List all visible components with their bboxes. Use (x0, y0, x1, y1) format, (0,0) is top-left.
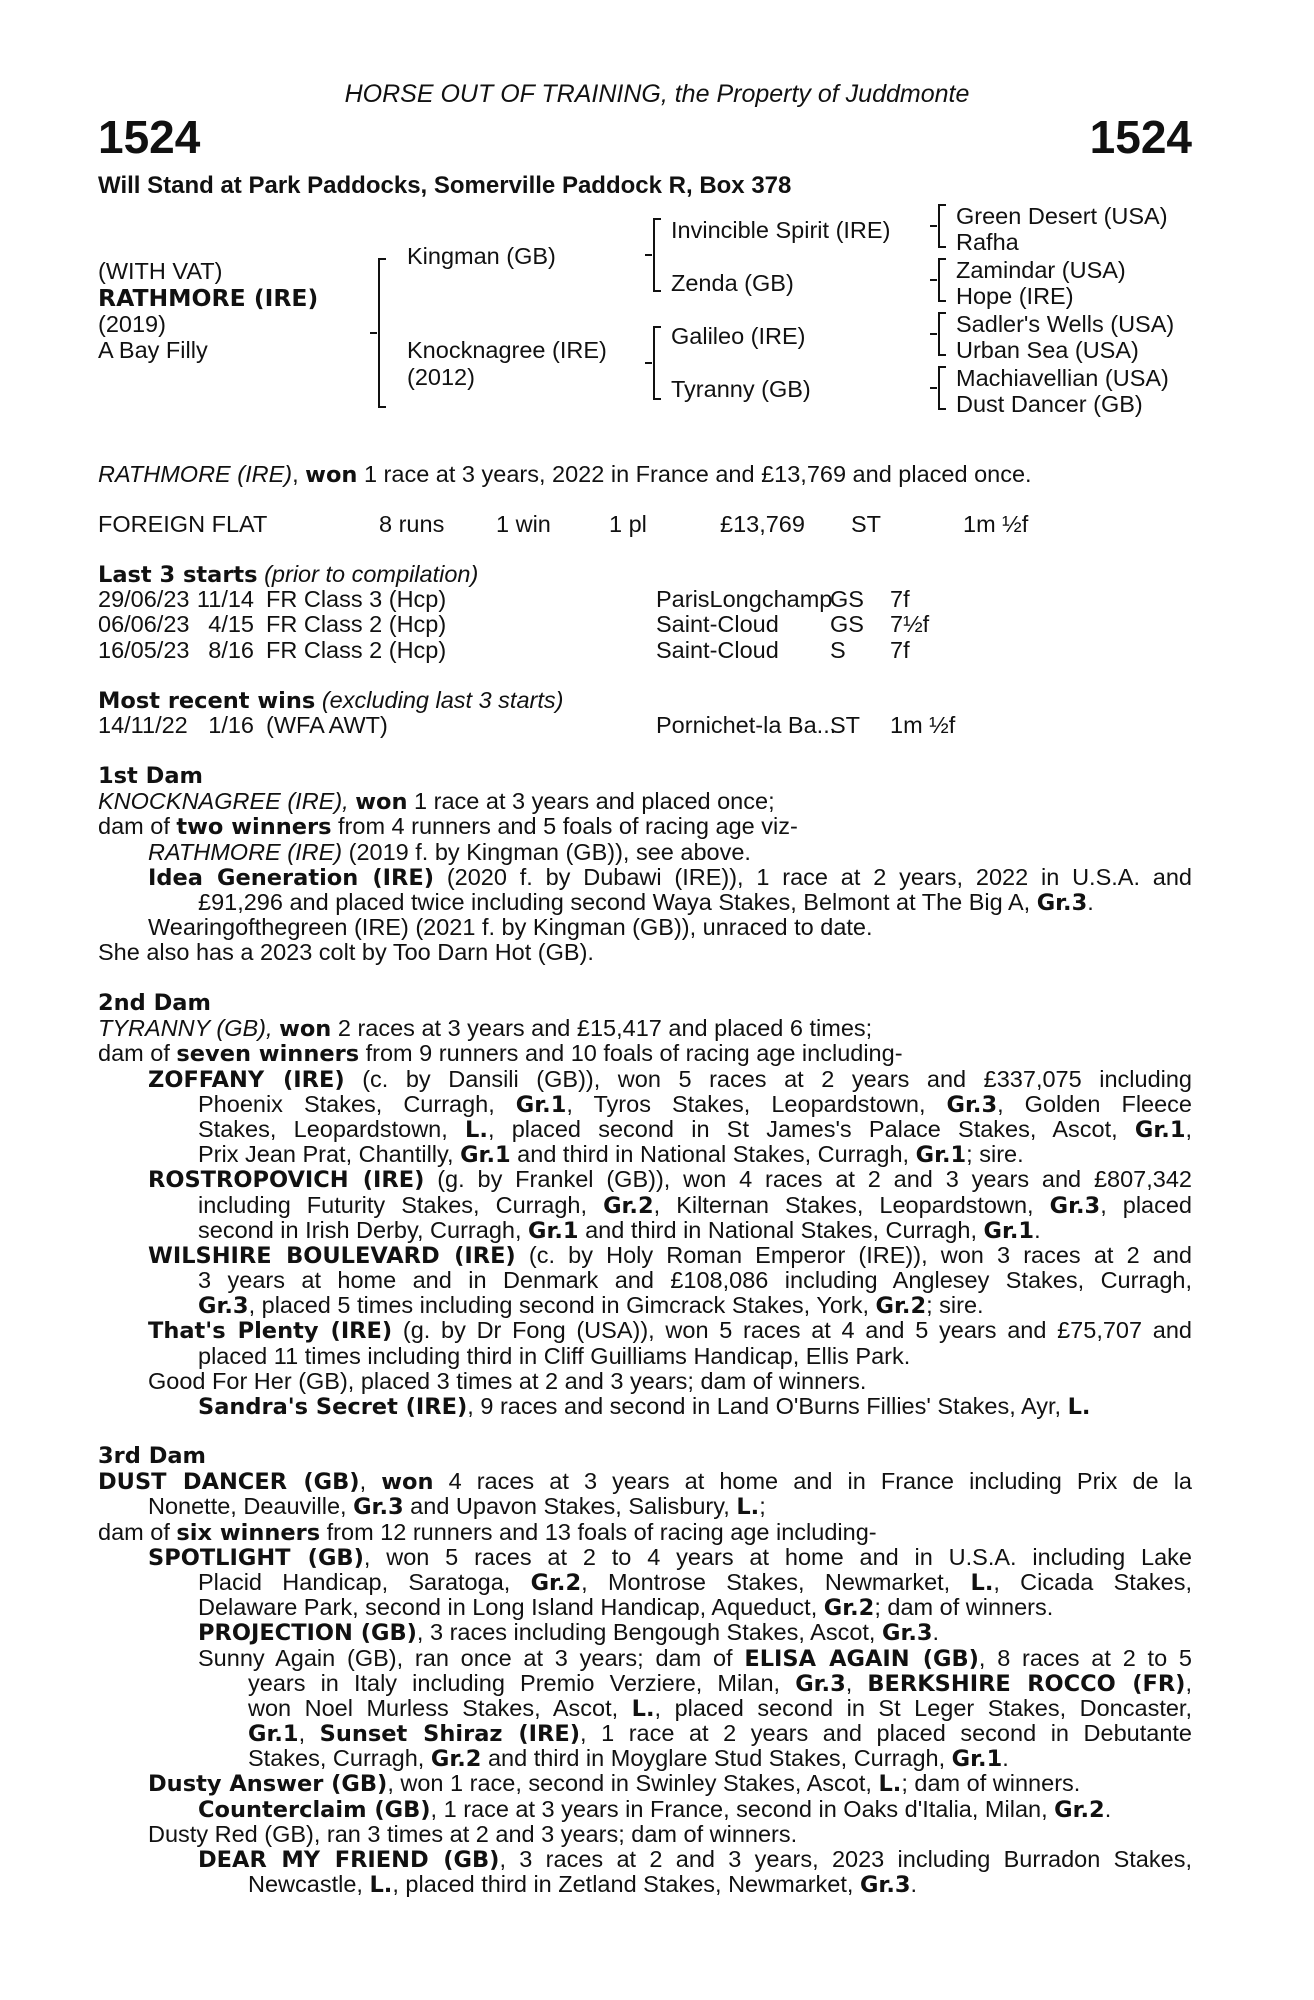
text: Prix Jean Prat, Chantilly, (198, 1141, 461, 1168)
horse-year: (2019) (98, 311, 166, 337)
second-dam-heading: 2nd Dam (98, 990, 211, 1016)
dam2-line (98, 1167, 1192, 1192)
text: Stakes, Leopardstown, (198, 1116, 466, 1142)
dam2-line (98, 1067, 1192, 1092)
text: ; sire. (926, 1292, 984, 1319)
dam2-line (98, 1218, 1192, 1243)
summary-horse-name: RATHMORE (IRE) (98, 461, 293, 487)
bold-text: Gr.1 (983, 1217, 1035, 1244)
dam3-line (98, 1646, 1192, 1671)
bold-text: ELISA AGAIN (GB) (744, 1645, 979, 1671)
bold-text: Sandra's Secret (IRE) (198, 1394, 468, 1420)
bold-text: Gr.2 (1054, 1796, 1105, 1823)
race-distance: 1m ½f (890, 712, 956, 739)
dam1-line (98, 890, 1192, 915)
text: , 8 races at 2 to 5 (978, 1645, 1192, 1671)
dam1-line (98, 865, 1192, 890)
record-runs: 8 runs (379, 511, 445, 537)
last3-row (98, 638, 1192, 663)
pedigree-brace (378, 258, 390, 408)
bold-text: Gr.3 (1049, 1192, 1101, 1218)
bold-text: L. (369, 1872, 393, 1899)
dam3-line (98, 1696, 1192, 1721)
italic-text: TYRANNY (GB), (98, 1015, 280, 1042)
g3-brace-2-point (930, 279, 937, 281)
grandsire-1: Green Desert (USA) (956, 203, 1168, 229)
bold-text: L. (1067, 1394, 1091, 1420)
bold-text: ROSTROPOVICH (IRE) (148, 1167, 425, 1193)
record-category: FOREIGN FLAT (98, 511, 268, 537)
record-distance: 1m ½f (963, 511, 1029, 537)
dam3-line (98, 1620, 1192, 1645)
last3-heading: Last 3 starts (98, 562, 258, 588)
dam2-line (98, 1016, 1192, 1041)
race-position: 8/16 (208, 636, 254, 663)
dam3-line (98, 1545, 1192, 1570)
text: and third in National Stakes, Curragh, (510, 1141, 916, 1168)
text: second in Irish Derby, Curragh, (198, 1216, 529, 1243)
dam2-line (98, 1041, 1192, 1066)
bold-text: Gr.2 (603, 1192, 654, 1218)
third-dam-section (98, 1444, 1192, 1897)
text: (c. by Holy Roman Emperor (IRE)), won 3 races at 2 and (515, 1242, 1192, 1268)
dam2-line (98, 1268, 1192, 1293)
text: , won 1 race, second in Swinley Stakes, Ascot, (387, 1770, 879, 1797)
granddam-3: Urban Sea (USA) (956, 337, 1139, 363)
bold-text: SPOTLIGHT (GB) (148, 1544, 364, 1570)
stand-location: Will Stand at Park Paddocks, Somerville Paddock R, Box 378 (98, 172, 792, 199)
dam-dam: Tyranny (GB) (671, 376, 811, 402)
dam3-line (98, 1494, 1192, 1519)
dam3-line (98, 1671, 1192, 1696)
text: (c. by Dansili (GB)), won 5 races at 2 years and £337,075 including (344, 1066, 1192, 1092)
dam-name: Knocknagree (IRE) (407, 337, 607, 363)
dam-brace-point (645, 362, 652, 364)
dam-sire: Galileo (IRE) (671, 323, 806, 349)
text: . (1087, 888, 1094, 915)
bold-text: Gr.1 (915, 1142, 967, 1169)
dam2-line (98, 1092, 1192, 1117)
bold-text: seven winners (176, 1041, 360, 1068)
race-date: 14/11/22 (98, 712, 188, 739)
granddam-1: Rafha (956, 229, 1019, 255)
bold-text: Gr.1 (248, 1721, 299, 1747)
text: Stakes, Curragh, (248, 1745, 431, 1772)
text: ; dam of winners. (874, 1594, 1054, 1621)
text: won Noel Murless Stakes, Ascot, (248, 1695, 632, 1721)
race-going: GS (830, 611, 864, 638)
last3-row (98, 587, 1192, 612)
dam3-line (98, 1570, 1192, 1595)
text: and third in National Stakes, Curragh, (578, 1216, 984, 1243)
text: dam of (98, 813, 177, 840)
race-position: 1/16 (208, 712, 254, 739)
bold-text: Gr.3 (198, 1293, 249, 1320)
race-type: (WFA AWT) (266, 712, 388, 739)
dam1-line (98, 840, 1192, 865)
race-date: 29/06/23 (98, 586, 190, 613)
dam3-line (98, 1847, 1192, 1872)
bold-text: BERKSHIRE ROCCO (FR) (867, 1670, 1186, 1696)
bold-text: Counterclaim (GB) (198, 1796, 431, 1823)
text: Sunny Again (GB), ran once at 3 years; dam of (198, 1645, 745, 1671)
race-course: Saint-Cloud (656, 636, 779, 663)
bold-text: Gr.1 (460, 1142, 511, 1169)
bold-text: Gr.3 (353, 1494, 404, 1521)
bold-text: Gr.1 (1134, 1116, 1186, 1143)
race-course: ParisLongchamp (656, 586, 833, 613)
text: ; sire. (966, 1141, 1024, 1168)
dam3-line (98, 1822, 1192, 1847)
text: , won 5 races at 2 to 4 years at home and in U.S.A. including Lake (363, 1544, 1192, 1570)
g3-brace-4 (938, 366, 950, 410)
bold-text: L. (736, 1494, 760, 1521)
sire-brace (653, 218, 665, 292)
last3-row (98, 612, 1192, 637)
text: , 3 races at 2 and 3 years, 2023 including Burradon Stakes, (499, 1847, 1192, 1872)
bold-text: Gr.2 (823, 1595, 875, 1622)
sire-brace-point (645, 254, 652, 256)
race-distance: 7f (890, 636, 910, 663)
text: She also has a 2023 colt by Too Darn Hot (GB). (98, 939, 594, 966)
text: . (1002, 1745, 1009, 1772)
dam3-line (98, 1771, 1192, 1796)
text: Good For Her (GB), placed 3 times at 2 and 3 years; dam of winners. (148, 1367, 867, 1394)
bold-text: Gr.2 (530, 1569, 582, 1596)
catalogue-header-title: HORSE OUT OF TRAINING, the Property of Juddmonte (344, 80, 970, 108)
last3-date-pos-race (98, 586, 447, 613)
g3-brace-3-point (930, 333, 937, 335)
race-distance: 7½f (890, 611, 930, 638)
text: from 4 runners and 5 foals of racing age viz- (331, 813, 798, 840)
bold-text: DUST DANCER (GB) (98, 1469, 360, 1495)
text: , placed 5 times including second in Gimcrack Stakes, York, (248, 1292, 876, 1319)
text: . (1104, 1795, 1112, 1822)
text: (g. by Frankel (GB)), won 4 races at 2 and 3 years and £807,342 (424, 1167, 1192, 1193)
text: . (932, 1619, 940, 1646)
recent-wins-note: (excluding last 3 starts) (321, 687, 564, 713)
bold-text: Gr.3 (1036, 889, 1088, 916)
dam3-line (98, 1797, 1192, 1822)
text: Placid Handicap, Saratoga, (198, 1569, 531, 1595)
dam2-line (98, 1318, 1192, 1343)
dam-brace (653, 326, 665, 400)
race-going: GS (830, 586, 864, 613)
g3-brace-2 (938, 258, 950, 302)
grandsire-3: Sadler's Wells (USA) (956, 311, 1175, 337)
horse-name: RATHMORE (IRE) (98, 284, 319, 312)
record-going: ST (851, 511, 882, 537)
race-course: Pornichet-la Ba... (656, 712, 837, 739)
sire-name: Kingman (GB) (407, 243, 556, 269)
record-wins: 1 win (496, 511, 551, 537)
text: (g. by Dr Fong (USA)), won 5 races at 4 and 5 years and £75,707 and (392, 1318, 1192, 1344)
g3-brace-1-point (930, 225, 937, 227)
text: 1 race at 3 years and placed once; (407, 788, 775, 815)
grandsire-2: Zamindar (USA) (956, 257, 1126, 283)
sire-sire: Invincible Spirit (IRE) (671, 217, 891, 243)
grandsire-4: Machiavellian (USA) (956, 365, 1169, 391)
bold-text: DEAR MY FRIEND (GB) (198, 1847, 500, 1873)
text: , (1185, 1670, 1192, 1696)
text: , 1 race at 3 years in France, second in Oaks d'Italia, Milan, (430, 1795, 1055, 1822)
text: , Kilternan Stakes, Leopardstown, (653, 1192, 1050, 1218)
text: , Cicada Stakes, (993, 1569, 1192, 1595)
text: dam of (98, 1518, 177, 1545)
dam2-line (98, 1369, 1192, 1394)
dam1-line (98, 940, 1192, 965)
bold-text: Gr.3 (946, 1091, 998, 1117)
bold-text: two winners (176, 814, 332, 841)
first-dam-section (98, 764, 1192, 966)
dam1-line (98, 814, 1192, 839)
bold-text: That's Plenty (IRE) (148, 1318, 393, 1344)
sire-dam: Zenda (GB) (671, 270, 794, 296)
bold-text: Gr.3 (881, 1620, 933, 1647)
race-type: FR Class 2 (Hcp) (266, 636, 447, 663)
race-distance: 7f (890, 586, 910, 613)
text: Dusty Red (GB), ran 3 times at 2 and 3 years; dam of winners. (148, 1820, 798, 1847)
text: , (1185, 1116, 1192, 1142)
bold-text: Gr.2 (875, 1293, 927, 1320)
text: (2020 f. by Dubawi (IRE)), 1 race at 2 years, 2022 in U.S.A. and (434, 864, 1192, 890)
race-going: S (830, 636, 846, 663)
text: . (910, 1871, 918, 1898)
dam3-line (98, 1520, 1192, 1545)
text: , Golden Fleece (997, 1091, 1192, 1117)
second-dam-section (98, 991, 1192, 1419)
italic-text: RATHMORE (IRE) (148, 838, 343, 865)
race-type: FR Class 2 (Hcp) (266, 611, 447, 638)
summary-won: won (305, 462, 358, 488)
text: and third in Moyglare Stud Stakes, Curragh, (481, 1745, 952, 1772)
bold-text: L. (878, 1771, 902, 1798)
bold-text: L. (631, 1695, 655, 1722)
dam3-line (98, 1721, 1192, 1746)
race-position: 11/14 (196, 586, 254, 613)
dam3-line (98, 1872, 1192, 1897)
text: 2 races at 3 years and £15,417 and placed 6 times; (331, 1015, 873, 1042)
bold-text: L. (970, 1569, 994, 1596)
text: , (359, 1469, 382, 1495)
text: ; dam of winners. (901, 1770, 1081, 1797)
text: dam of (98, 1040, 177, 1067)
recent-wins-heading: Most recent wins (98, 688, 316, 714)
g3-brace-4-point (930, 387, 937, 389)
bold-text: Gr.1 (515, 1091, 567, 1117)
race-course: Saint-Cloud (656, 611, 779, 638)
lot-number-left: 1524 (98, 111, 201, 163)
dam-year: (2012) (407, 364, 475, 390)
bold-text: Sunset Shiraz (IRE) (319, 1721, 580, 1747)
text: , 1 race at 2 years and placed second in Debutante (579, 1721, 1192, 1747)
race-date: 06/06/23 (98, 611, 190, 638)
text: including Futurity Stakes, Curragh, (198, 1192, 604, 1218)
g3-brace-1 (938, 204, 950, 248)
dam2-line (98, 1117, 1192, 1142)
text: , 9 races and second in Land O'Burns Fillies' Stakes, Ayr, (467, 1393, 1068, 1419)
horse-description: A Bay Filly (98, 337, 208, 363)
text: 3 years at home and in Denmark and £108,086 including Anglesey Stakes, Curragh, (198, 1268, 1192, 1294)
text: , placed third in Zetland Stakes, Newmarket, (392, 1871, 860, 1898)
last3-date-pos-race (98, 611, 447, 638)
third-dam-heading: 3rd Dam (98, 1443, 206, 1469)
text: , (298, 1721, 320, 1747)
racing-record (98, 512, 1192, 538)
dam2-line (98, 1394, 1192, 1419)
race-type: FR Class 3 (Hcp) (266, 586, 447, 613)
bold-text: ZOFFANY (IRE) (148, 1066, 345, 1092)
text: Delaware Park, second in Long Island Handicap, Aqueduct, (198, 1594, 824, 1621)
recent-win-date-pos-race (98, 712, 388, 739)
record-places: 1 pl (609, 511, 647, 537)
text: Newcastle, (248, 1871, 370, 1898)
dam2-line (98, 1142, 1192, 1167)
dam1-line (98, 915, 1192, 940)
most-recent-wins (98, 688, 1192, 738)
pedigree-brace-point (370, 332, 377, 334)
bold-text: PROJECTION (GB) (198, 1620, 417, 1647)
race-position: 4/15 (208, 611, 254, 638)
bold-text: WILSHIRE BOULEVARD (IRE) (148, 1242, 516, 1269)
race-date: 16/05/23 (98, 636, 190, 663)
bold-text: Gr.3 (859, 1872, 911, 1899)
last3-date-pos-race (98, 636, 447, 663)
bold-text: won (355, 789, 408, 816)
bold-text: Idea Generation (IRE) (148, 864, 435, 890)
lot-number-right: 1524 (1089, 111, 1192, 163)
text: from 12 runners and 13 foals of racing age including- (320, 1518, 877, 1545)
text: Wearingofthegreen (IRE) (2021 f. by Kingman (GB)), unraced to date. (148, 914, 873, 941)
text: (2019 f. by Kingman (GB)), see above. (342, 838, 751, 865)
vat-note: (WITH VAT) (98, 258, 223, 284)
dam2-line (98, 1344, 1192, 1369)
text: , Montrose Stakes, Newmarket, (581, 1569, 971, 1595)
summary-text: 1 race at 3 years, 2022 in France and £13,769 and placed once. (357, 461, 1032, 487)
dam2-line (98, 1193, 1192, 1218)
text: Nonette, Deauville, (148, 1493, 354, 1520)
granddam-4: Dust Dancer (GB) (956, 391, 1143, 417)
text: , (845, 1670, 868, 1696)
granddam-2: Hope (IRE) (956, 283, 1074, 309)
record-earnings: £13,769 (720, 511, 805, 537)
dam3-line (98, 1746, 1192, 1771)
text: years in Italy including Premio Verziere, Milan, (248, 1670, 796, 1696)
first-dam-heading: 1st Dam (98, 763, 203, 789)
dam3-line (98, 1595, 1192, 1620)
text: , 3 races including Bengough Stakes, Ascot, (416, 1619, 882, 1646)
text: ; (759, 1493, 766, 1520)
bold-text: Gr.1 (951, 1746, 1003, 1773)
bold-text: L. (465, 1116, 488, 1143)
last3-note: (prior to compilation) (264, 561, 479, 587)
recent-win-row (98, 713, 1192, 738)
dam2-line (98, 1243, 1192, 1268)
g3-brace-3 (938, 312, 950, 356)
dam1-line (98, 789, 1192, 814)
bold-text: six winners (176, 1519, 321, 1546)
text: placed 11 times including third in Cliff Guilliams Handicap, Ellis Park. (198, 1342, 911, 1369)
text: Phoenix Stakes, Curragh, (198, 1091, 516, 1117)
text: , placed (1100, 1192, 1192, 1218)
text: 4 races at 3 years at home and in France including Prix de la (433, 1469, 1192, 1495)
dam3-line (98, 1469, 1192, 1494)
text: , placed second in St Leger Stakes, Doncaster, (654, 1695, 1192, 1721)
summary-comma: , (292, 461, 306, 487)
bold-text: Gr.2 (430, 1746, 482, 1773)
race-summary (98, 462, 1032, 488)
bold-text: Gr.3 (795, 1670, 846, 1696)
last-3-starts (98, 562, 1192, 663)
bold-text: won (381, 1469, 434, 1495)
bold-text: won (279, 1016, 332, 1043)
text: £91,296 and placed twice including second Waya Stakes, Belmont at The Big A, (198, 888, 1037, 915)
text: and Upavon Stakes, Salisbury, (403, 1493, 737, 1520)
race-going: ST (830, 712, 861, 739)
text: from 9 runners and 10 foals of racing age including- (359, 1040, 903, 1067)
bold-text: Gr.1 (528, 1217, 579, 1244)
text: . (1034, 1216, 1041, 1243)
bold-text: Dusty Answer (GB) (148, 1771, 388, 1798)
text: , Tyros Stakes, Leopardstown, (566, 1091, 947, 1117)
italic-text: KNOCKNAGREE (IRE), (98, 788, 356, 815)
text: , placed second in St James's Palace Stakes, Ascot, (487, 1116, 1135, 1142)
dam2-line (98, 1293, 1192, 1318)
